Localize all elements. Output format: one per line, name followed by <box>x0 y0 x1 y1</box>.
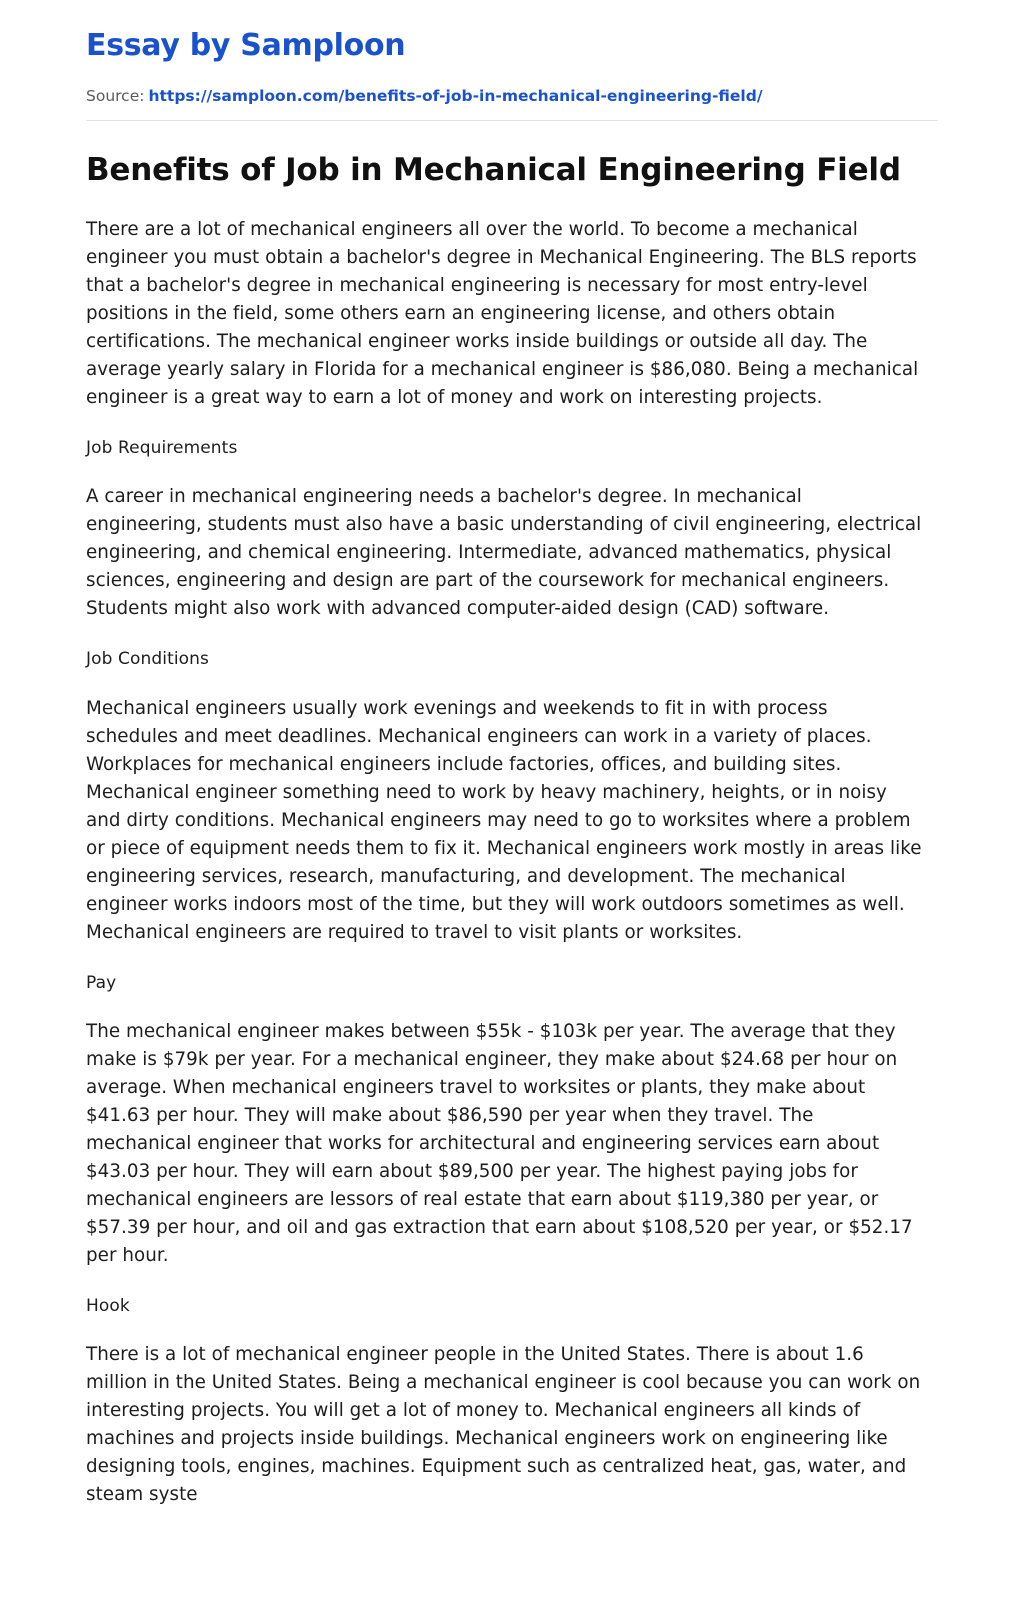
section-body-job-requirements: A career in mechanical engineering needs a bachelor's degree. In mechanical engineering, students must also have a basic understanding of civil engineering, electrical engineering, and chemical engineering. Intermediate, advanced mathematics, physical sciences, engineering and design are part of the coursework for mechanical engineers. Students might also work with advanced computer-aided design (CAD) software. <box>86 486 922 620</box>
site-logo-text[interactable]: Essay by Samploon <box>86 28 406 63</box>
source-url-link[interactable]: https://samploon.com/benefits-of-job-in-mechanical-engineering-field/ <box>148 87 763 105</box>
page-title: Benefits of Job in Mechanical Engineering Field <box>86 152 901 189</box>
header-divider <box>86 120 938 121</box>
section-body-hook: There is a lot of mechanical engineer people in the United States. There is about 1.6 million in the United States. Being a mechanical engineer is cool because you can work on interesting projects. You will get a lot of money to. Mechanical engineers all kinds of machines and projects inside buildings. Mechanical engineers work on engineering like designing tools, engines, machines. Equipment such as centralized heat, gas, water, and steam syste <box>86 1344 921 1506</box>
source-line <box>86 86 938 106</box>
source-label: Source: <box>86 87 145 105</box>
section-heading-pay: Pay <box>86 972 117 993</box>
section-heading-job-conditions: Job Conditions <box>86 649 209 670</box>
section-heading-job-requirements: Job Requirements <box>86 437 238 458</box>
section-body-pay: The mechanical engineer makes between $55k - $103k per year. The average that they make is $79k per year. For a mechanical engineer, they make about $24.68 per hour on average. When mechanical engineers travel to worksites or plants, they make about $41.63 per hour. They will make about $86,590 per year when they travel. The mechanical engineer that works for architectural and engineering services earn about $43.03 per hour. They will earn about $89,500 per year. The highest paying jobs for mechanical engineers are lessors of real estate that earn about $119,380 per year, or $57.39 per hour, and oil and gas extraction that earn about $108,520 per year, or $52.17 per hour. <box>86 1021 913 1266</box>
section-body-job-conditions: Mechanical engineers usually work evenings and weekends to fit in with process schedules and meet deadlines. Mechanical engineers can work in a variety of places. Workplaces for mechanical engineers include factories, offices, and building sites. Mechanical engineer something need to work by heavy machinery, heights, or in noisy and dirty conditions. Mechanical engineers may need to go to worksites where a problem or piece of equipment needs them to fix it. Mechanical engineers work mostly in areas like engineering services, research, manufacturing, and development. The mechanical engineer works indoors most of the time, but they will work outdoors sometimes as well. Mechanical engineers are required to travel to visit plants or worksites. <box>86 697 922 943</box>
document-content <box>0 151 1024 1509</box>
page-header <box>0 0 1024 106</box>
section-heading-hook: Hook <box>86 1295 130 1316</box>
intro-paragraph: There are a lot of mechanical engineers all over the world. To become a mechanical engineer you must obtain a bachelor's degree in Mechanical Engineering. The BLS reports that a bachelor's degree in mechanical engineering is necessary for most entry-level positions in the field, some others earn an engineering license, and others obtain certifications. The mechanical engineer works inside buildings or outside all day. The average yearly salary in Florida for a mechanical engineer is $86,080. Being a mechanical engineer is a great way to earn a lot of money and work on interesting projects. <box>86 218 919 408</box>
